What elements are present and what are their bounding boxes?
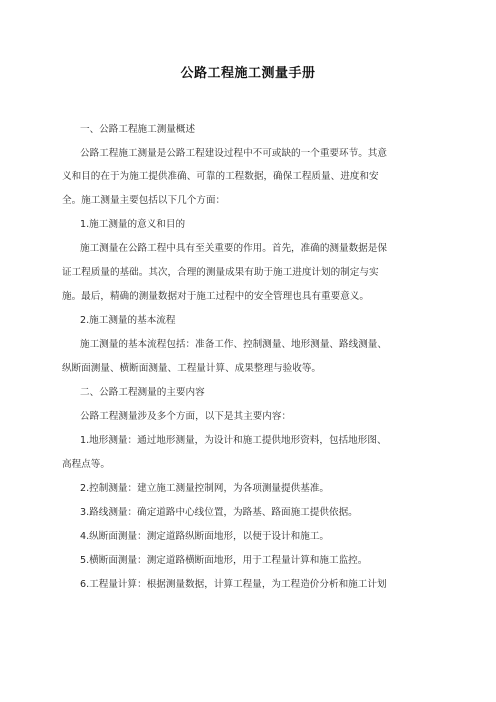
list-item-continuation: 高程点等。 (62, 459, 110, 470)
subsection-heading: 2.施工测量的基本流程 (80, 315, 176, 326)
paragraph-line: 证工程质量的基础。其次，合理的测量成果有助于施工进度计划的制定与实 (62, 267, 379, 278)
paragraph-line: 义和目的在于为施工提供准确、可靠的工程数据，确保工程质量、进度和安 (62, 171, 379, 182)
paragraph-line: 施。最后，精确的测量数据对于施工过程中的安全管理也具有重要意义。 (62, 291, 369, 302)
list-item: 2.控制测量：建立施工测量控制网，为各项测量提供基准。 (80, 483, 329, 494)
section-heading-1: 一、公路工程施工测量概述 (80, 124, 196, 135)
list-item: 6.工程量计算：根据测量数据，计算工程量，为工程造价分析和施工计划 (80, 579, 387, 590)
paragraph-line: 公路工程测量涉及多个方面，以下是其主要内容： (80, 411, 292, 422)
document-title: 公路工程施工测量手册 (180, 66, 316, 81)
list-item: 4.纵断面测量：测定道路纵断面地形，以便于设计和施工。 (80, 531, 329, 542)
subsection-heading: 1.施工测量的意义和目的 (80, 219, 186, 230)
paragraph-line: 纵断面测量、横断面测量、工程量计算、成果整理与验收等。 (62, 363, 322, 374)
paragraph-line: 施工测量的基本流程包括：准备工作、控制测量、地形测量、路线测量、 (80, 339, 387, 350)
paragraph-line: 施工测量在公路工程中具有至关重要的作用。首先，准确的测量数据是保 (80, 243, 387, 254)
paragraph-line: 全。施工测量主要包括以下几个方面： (62, 195, 226, 206)
paragraph-line: 公路工程施工测量是公路工程建设过程中不可或缺的一个重要环节。其意 (80, 148, 387, 159)
list-item: 3.路线测量：确定道路中心线位置，为路基、路面施工提供依据。 (80, 507, 358, 518)
list-item: 1.地形测量：通过地形测量，为设计和施工提供地形资料，包括地形图、 (80, 435, 387, 446)
list-item: 5.横断面测量：测定道路横断面地形，用于工程量计算和施工监控。 (80, 555, 368, 566)
section-heading-2: 二、公路工程测量的主要内容 (80, 387, 205, 398)
